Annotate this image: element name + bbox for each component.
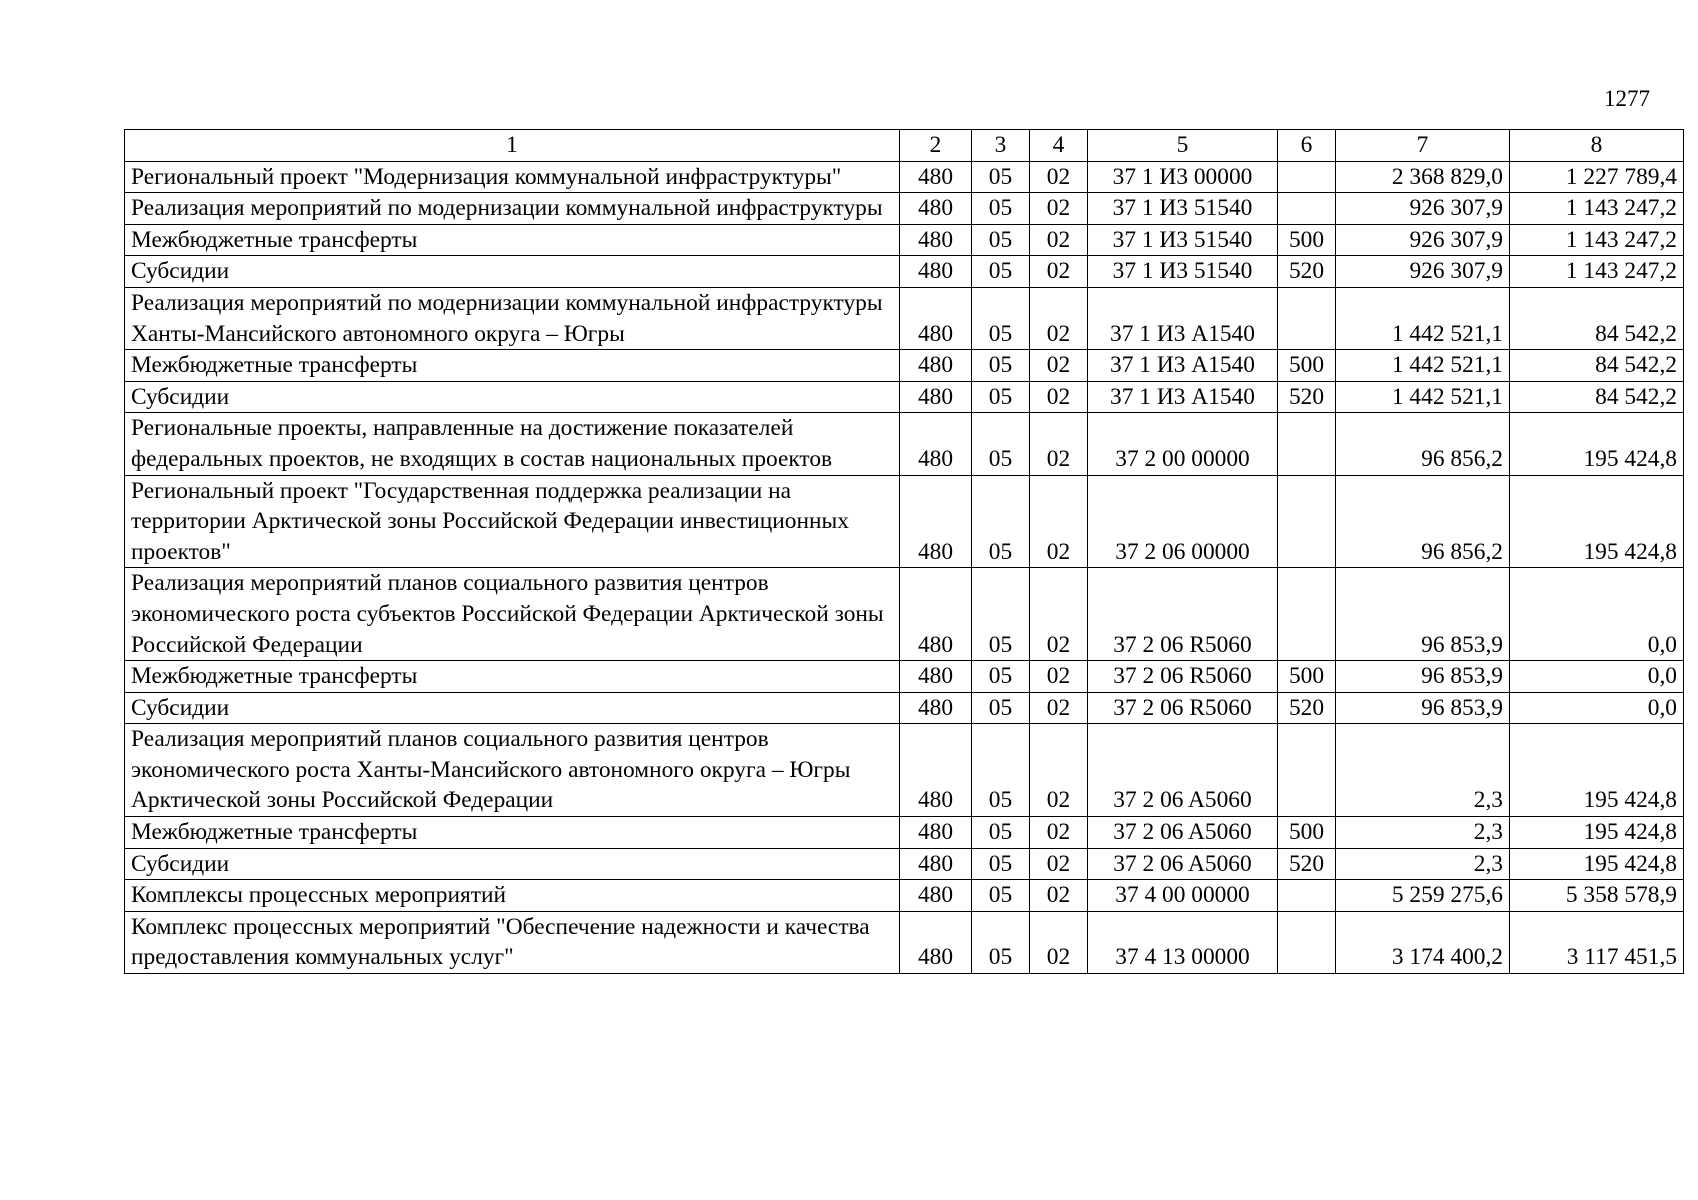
cell-amount-7: 96 853,9 xyxy=(1336,692,1510,724)
cell-expense-type: 520 xyxy=(1278,848,1336,880)
cell-subsection: 02 xyxy=(1030,161,1088,193)
table-row xyxy=(125,911,1684,973)
table-row xyxy=(125,880,1684,912)
cell-amount-7: 2,3 xyxy=(1336,724,1510,817)
cell-subsection: 02 xyxy=(1030,568,1088,661)
cell-code: 480 xyxy=(900,724,972,817)
table-row xyxy=(125,724,1684,817)
cell-expense-type: 500 xyxy=(1278,224,1336,256)
cell-target-article: 37 2 06 A5060 xyxy=(1088,724,1278,817)
cell-subsection: 02 xyxy=(1030,880,1088,912)
table-row xyxy=(125,568,1684,661)
cell-section: 05 xyxy=(972,568,1030,661)
header-cell-3: 3 xyxy=(972,130,1030,162)
cell-code: 480 xyxy=(900,256,972,288)
cell-section: 05 xyxy=(972,848,1030,880)
table-row xyxy=(125,692,1684,724)
cell-amount-8: 1 143 247,2 xyxy=(1510,256,1684,288)
cell-amount-7: 1 442 521,1 xyxy=(1336,287,1510,349)
header-cell-5: 5 xyxy=(1088,130,1278,162)
cell-amount-7: 926 307,9 xyxy=(1336,224,1510,256)
table-row xyxy=(125,381,1684,413)
table-row xyxy=(125,287,1684,349)
cell-subsection: 02 xyxy=(1030,848,1088,880)
row-name: Межбюджетные трансферты xyxy=(125,224,900,256)
cell-section: 05 xyxy=(972,161,1030,193)
table-row xyxy=(125,413,1684,475)
cell-expense-type xyxy=(1278,880,1336,912)
cell-amount-7: 2 368 829,0 xyxy=(1336,161,1510,193)
cell-expense-type xyxy=(1278,475,1336,568)
cell-subsection: 02 xyxy=(1030,350,1088,382)
cell-amount-8: 1 227 789,4 xyxy=(1510,161,1684,193)
cell-amount-7: 1 442 521,1 xyxy=(1336,381,1510,413)
table-row xyxy=(125,661,1684,693)
table-row xyxy=(125,256,1684,288)
cell-section: 05 xyxy=(972,350,1030,382)
cell-section: 05 xyxy=(972,817,1030,849)
header-cell-2: 2 xyxy=(900,130,972,162)
cell-section: 05 xyxy=(972,911,1030,973)
header-cell-4: 4 xyxy=(1030,130,1088,162)
cell-amount-8: 195 424,8 xyxy=(1510,724,1684,817)
cell-section: 05 xyxy=(972,413,1030,475)
header-cell-6: 6 xyxy=(1278,130,1336,162)
page-number: 1277 xyxy=(1604,86,1650,111)
cell-code: 480 xyxy=(900,413,972,475)
cell-expense-type xyxy=(1278,724,1336,817)
row-name: Реализация мероприятий по модернизации коммунальной инфраструктуры xyxy=(125,193,900,225)
cell-amount-8: 0,0 xyxy=(1510,568,1684,661)
cell-target-article: 37 1 И3 51540 xyxy=(1088,256,1278,288)
header-cell-8: 8 xyxy=(1510,130,1684,162)
cell-amount-8: 195 424,8 xyxy=(1510,848,1684,880)
cell-code: 480 xyxy=(900,911,972,973)
cell-code: 480 xyxy=(900,661,972,693)
cell-amount-7: 96 853,9 xyxy=(1336,568,1510,661)
cell-subsection: 02 xyxy=(1030,193,1088,225)
row-name: Комплекс процессных мероприятий "Обеспечение надежности и качества предоставления коммунальных услуг" xyxy=(125,911,900,973)
table-row xyxy=(125,848,1684,880)
cell-amount-8: 1 143 247,2 xyxy=(1510,224,1684,256)
cell-section: 05 xyxy=(972,193,1030,225)
cell-subsection: 02 xyxy=(1030,224,1088,256)
cell-expense-type xyxy=(1278,193,1336,225)
cell-amount-8: 84 542,2 xyxy=(1510,350,1684,382)
cell-code: 480 xyxy=(900,224,972,256)
cell-section: 05 xyxy=(972,724,1030,817)
cell-subsection: 02 xyxy=(1030,911,1088,973)
cell-subsection: 02 xyxy=(1030,692,1088,724)
table-row xyxy=(125,475,1684,568)
cell-section: 05 xyxy=(972,880,1030,912)
cell-amount-7: 3 174 400,2 xyxy=(1336,911,1510,973)
cell-subsection: 02 xyxy=(1030,724,1088,817)
cell-amount-8: 0,0 xyxy=(1510,692,1684,724)
cell-amount-7: 2,3 xyxy=(1336,817,1510,849)
row-name: Межбюджетные трансферты xyxy=(125,817,900,849)
cell-amount-8: 84 542,2 xyxy=(1510,287,1684,349)
cell-amount-7: 96 856,2 xyxy=(1336,413,1510,475)
cell-section: 05 xyxy=(972,224,1030,256)
cell-code: 480 xyxy=(900,817,972,849)
cell-amount-7: 96 853,9 xyxy=(1336,661,1510,693)
row-name: Региональный проект "Модернизация коммунальной инфраструктуры" xyxy=(125,161,900,193)
cell-amount-8: 195 424,8 xyxy=(1510,413,1684,475)
cell-subsection: 02 xyxy=(1030,661,1088,693)
row-name: Субсидии xyxy=(125,381,900,413)
cell-target-article: 37 1 И3 51540 xyxy=(1088,193,1278,225)
budget-table xyxy=(124,129,1684,974)
cell-amount-7: 926 307,9 xyxy=(1336,193,1510,225)
cell-code: 480 xyxy=(900,350,972,382)
cell-expense-type xyxy=(1278,911,1336,973)
row-name: Региональные проекты, направленные на достижение показателей федеральных проектов, не входящих в состав национальных проектов xyxy=(125,413,900,475)
row-name: Субсидии xyxy=(125,692,900,724)
cell-code: 480 xyxy=(900,692,972,724)
cell-code: 480 xyxy=(900,381,972,413)
cell-target-article: 37 2 06 A5060 xyxy=(1088,848,1278,880)
table-row xyxy=(125,817,1684,849)
cell-code: 480 xyxy=(900,287,972,349)
cell-subsection: 02 xyxy=(1030,287,1088,349)
cell-code: 480 xyxy=(900,568,972,661)
cell-section: 05 xyxy=(972,692,1030,724)
table-row xyxy=(125,350,1684,382)
cell-expense-type xyxy=(1278,287,1336,349)
row-name: Комплексы процессных мероприятий xyxy=(125,880,900,912)
cell-amount-7: 1 442 521,1 xyxy=(1336,350,1510,382)
cell-code: 480 xyxy=(900,880,972,912)
cell-target-article: 37 4 00 00000 xyxy=(1088,880,1278,912)
row-name: Межбюджетные трансферты xyxy=(125,661,900,693)
cell-target-article: 37 2 00 00000 xyxy=(1088,413,1278,475)
cell-amount-8: 5 358 578,9 xyxy=(1510,880,1684,912)
cell-amount-7: 5 259 275,6 xyxy=(1336,880,1510,912)
cell-code: 480 xyxy=(900,475,972,568)
cell-target-article: 37 2 06 A5060 xyxy=(1088,817,1278,849)
cell-amount-7: 2,3 xyxy=(1336,848,1510,880)
cell-expense-type xyxy=(1278,161,1336,193)
cell-target-article: 37 1 И3 A1540 xyxy=(1088,350,1278,382)
cell-amount-8: 0,0 xyxy=(1510,661,1684,693)
row-name: Реализация мероприятий планов социального развития центров экономического роста Ханты-Мансийского автономного округа – Югры Арктической зоны Российской Федерации xyxy=(125,724,900,817)
cell-expense-type: 500 xyxy=(1278,350,1336,382)
header-cell-1: 1 xyxy=(125,130,900,162)
row-name: Реализация мероприятий планов социального развития центров экономического роста субъектов Российской Федерации Арктической зоны Российской Федерации xyxy=(125,568,900,661)
cell-section: 05 xyxy=(972,475,1030,568)
cell-amount-8: 84 542,2 xyxy=(1510,381,1684,413)
cell-amount-7: 96 856,2 xyxy=(1336,475,1510,568)
cell-code: 480 xyxy=(900,193,972,225)
cell-section: 05 xyxy=(972,381,1030,413)
cell-target-article: 37 1 И3 51540 xyxy=(1088,224,1278,256)
cell-expense-type: 500 xyxy=(1278,661,1336,693)
row-name: Субсидии xyxy=(125,256,900,288)
cell-subsection: 02 xyxy=(1030,475,1088,568)
cell-expense-type: 500 xyxy=(1278,817,1336,849)
cell-section: 05 xyxy=(972,287,1030,349)
cell-target-article: 37 2 06 R5060 xyxy=(1088,568,1278,661)
cell-subsection: 02 xyxy=(1030,817,1088,849)
cell-target-article: 37 1 И3 A1540 xyxy=(1088,381,1278,413)
cell-expense-type: 520 xyxy=(1278,256,1336,288)
table-row xyxy=(125,161,1684,193)
cell-target-article: 37 2 06 R5060 xyxy=(1088,661,1278,693)
table-row xyxy=(125,193,1684,225)
cell-subsection: 02 xyxy=(1030,256,1088,288)
header-cell-7: 7 xyxy=(1336,130,1510,162)
row-name: Региональный проект "Государственная поддержка реализации на территории Арктической зоны Российской Федерации инвестиционных проектов" xyxy=(125,475,900,568)
row-name: Межбюджетные трансферты xyxy=(125,350,900,382)
cell-target-article: 37 1 И3 00000 xyxy=(1088,161,1278,193)
table-header-row xyxy=(125,130,1684,162)
cell-expense-type: 520 xyxy=(1278,381,1336,413)
cell-code: 480 xyxy=(900,161,972,193)
cell-expense-type: 520 xyxy=(1278,692,1336,724)
cell-subsection: 02 xyxy=(1030,413,1088,475)
cell-amount-8: 3 117 451,5 xyxy=(1510,911,1684,973)
cell-target-article: 37 2 06 R5060 xyxy=(1088,692,1278,724)
row-name: Реализация мероприятий по модернизации коммунальной инфраструктуры Ханты-Мансийского автономного округа – Югры xyxy=(125,287,900,349)
cell-subsection: 02 xyxy=(1030,381,1088,413)
cell-expense-type xyxy=(1278,568,1336,661)
table-row xyxy=(125,224,1684,256)
cell-target-article: 37 4 13 00000 xyxy=(1088,911,1278,973)
cell-amount-8: 195 424,8 xyxy=(1510,475,1684,568)
cell-amount-8: 1 143 247,2 xyxy=(1510,193,1684,225)
cell-target-article: 37 1 И3 A1540 xyxy=(1088,287,1278,349)
cell-section: 05 xyxy=(972,661,1030,693)
row-name: Субсидии xyxy=(125,848,900,880)
cell-code: 480 xyxy=(900,848,972,880)
cell-expense-type xyxy=(1278,413,1336,475)
cell-section: 05 xyxy=(972,256,1030,288)
cell-amount-8: 195 424,8 xyxy=(1510,817,1684,849)
cell-target-article: 37 2 06 00000 xyxy=(1088,475,1278,568)
cell-amount-7: 926 307,9 xyxy=(1336,256,1510,288)
